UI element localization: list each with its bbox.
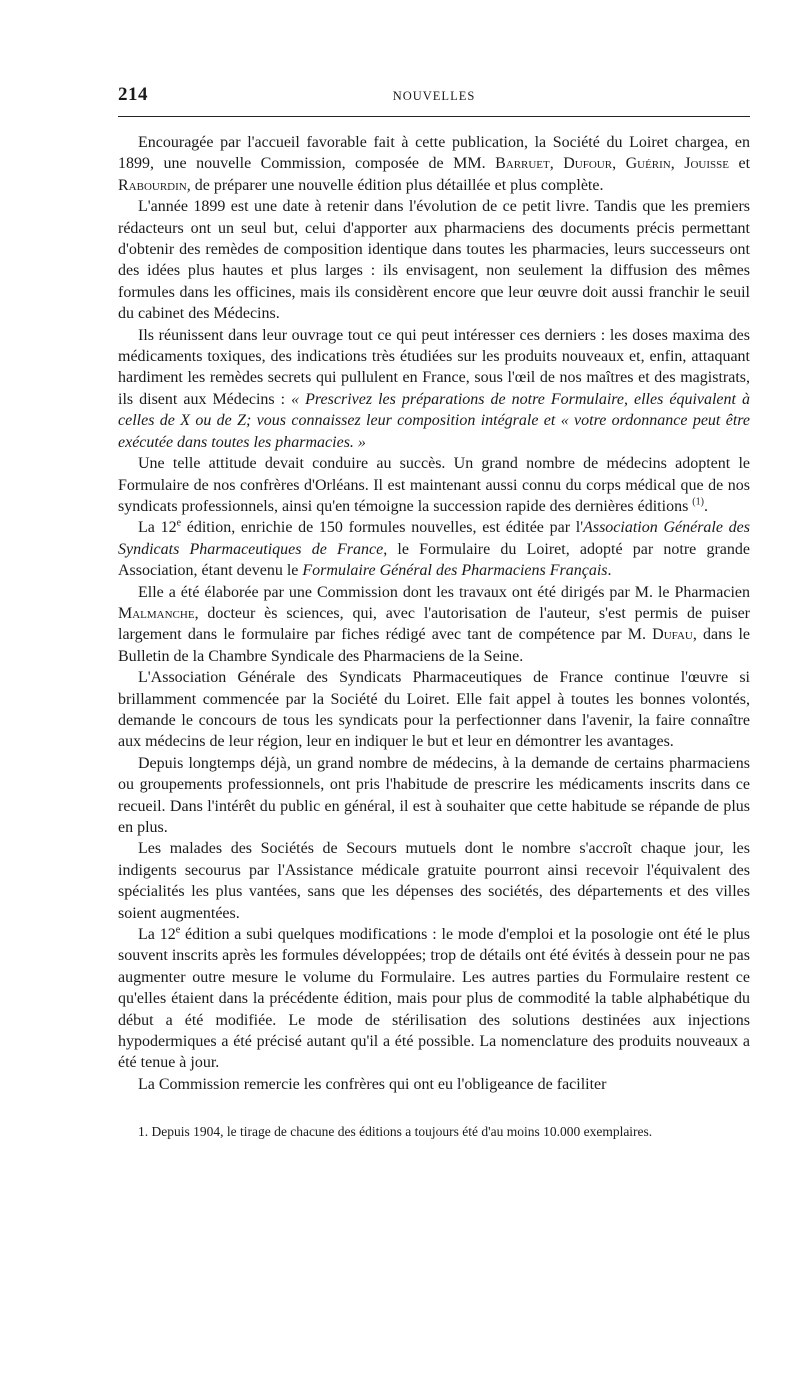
author-name: Barruet <box>495 155 550 173</box>
header-rule <box>118 116 750 117</box>
paragraph-4: Une telle attitude devait conduire au succès. Un grand nombre de médecins adoptent le Formulaire de nos confrères d'Orléans. Il est maintenant aussi connu du corps médical que de nos syndicats professionnels, ainsi qu'en témoigne la succession rapide des dernières éditions $^{(1)}$. <box>118 455 750 515</box>
paragraph-2: L'année 1899 est une date à retenir dans l'évolution de ce petit livre. Tandis que les premiers rédacteurs ont un seul but, celui d'apporter aux pharmaciens des documents précis permettant d'obtenir des remèdes de composition identique dans toutes les pharmacies, leurs successeurs ont des idées plus hautes et plus larges : ils envisagent, non seulement la diffusion des mêmes formules dans les officines, mais ils considèrent encore que leur œuvre doit aussi franchir le seuil du cabinet des Médecins. <box>118 198 750 323</box>
page-number: 214 <box>118 84 148 105</box>
quote: « Prescrivez les préparations de notre Formulaire, elles équivalent à celles de X ou de Z; vous connaissez leur composition intégrale et « votre ordonnance peut être exécutée dans toutes les pharmacies. » <box>118 390 750 451</box>
footnotes <box>118 1123 750 1141</box>
paragraph-5: La 12e édition, enrichie de 150 formules nouvelles, est éditée par l'Association Générale des Syndicats Pharmaceutiques de France, le Formulaire du Loiret, adopté par notre grande Association, étant devenu le Formulaire Général des Pharmaciens Français. <box>118 517 751 580</box>
author-name: Rabourdin <box>118 176 187 194</box>
paragraph-8: Depuis longtemps déjà, un grand nombre de médecins, à la demande de certains pharmaciens ou groupements professionnels, ont pris l'habitude de prescrire les médicaments inscrits dans ce recueil. Dans l'intérêt du public en général, il est à souhaiter que cette habitude se répande de plus en plus. <box>118 754 750 836</box>
body-text <box>118 132 750 1095</box>
author-name: Guérin <box>625 155 671 173</box>
paragraph-3: Ils réunissent dans leur ouvrage tout ce qui peut intéresser ces derniers : les doses maxima des médicaments toxiques, des indications très étudiées sur les produits nouveaux et, enfin, attaquant hardiment les remèdes secrets qui pullulent en France, sous l'œil de nos maîtres et des magistrats, ils disent aux Médecins : « Prescrivez les préparations de notre Formulaire, elles équivalent à celles de X ou de Z; vous connaissez leur composition intégrale et « votre ordonnance peut être exécutée dans toutes les pharmacies. » <box>118 326 750 451</box>
paragraph-9: Les malades des Sociétés de Secours mutuels dont le nombre s'accroît chaque jour, les indigents secourus par l'Assistance médicale gratuite pourront ainsi recevoir l'équivalent des spécialités les plus vantées, sans que les dépenses des sociétés, des départements et des villes soient augmentées. <box>118 840 750 922</box>
author-name: Dufau <box>652 626 693 644</box>
page-header <box>118 84 750 110</box>
footnote-1: 1. Depuis 1904, le tirage de chacune des éditions a toujours été d'au moins 10.000 exemplaires. <box>138 1124 653 1140</box>
paragraph-11: La Commission remercie les confrères qui ont eu l'obligeance de faciliter <box>138 1075 607 1093</box>
paragraph-7: L'Association Générale des Syndicats Pharmaceutiques de France continue l'œuvre si brillamment commencée par la Société du Loiret. Elle fait appel à toutes les bonnes volontés, demande le concours de tous les syndicats pour la perfectionner dans l'avenir, la faire connaître aux médecins de leur région, leur en indiquer le but et leur en démontrer les avantages. <box>118 669 750 751</box>
author-name: Jouisse <box>684 155 729 173</box>
author-name: Dufour <box>563 155 613 173</box>
paragraph-6: Elle a été élaborée par une Commission dont les travaux ont été dirigés par M. le Pharmacien Malmanche, docteur ès sciences, qui, avec l'autorisation de l'auteur, s'est permis de puiser largement dans le formulaire par fiches rédigé avec tant de compétence par M. Dufau, dans le Bulletin de la Chambre Syndicale des Pharmaciens de la Seine. <box>118 583 751 665</box>
document-page <box>118 84 750 1141</box>
paragraph-1: Encouragée par l'accueil favorable fait à cette publication, la Société du Loiret chargea, en 1899, une nouvelle Commission, composée de MM. Barruet, Dufour, Guérin, Jouisse et Rabourdin, de préparer une nouvelle édition plus détaillée et plus complète. <box>118 134 751 194</box>
running-title: NOUVELLES <box>392 89 476 103</box>
author-name: Malmanche <box>118 604 195 622</box>
footnote-ref: (1) <box>692 496 704 508</box>
paragraph-10: La 12e édition a subi quelques modifications : le mode d'emploi et la posologie ont été le plus souvent inscrits après les formules développées; trop de détails ont été évités à dessein pour ne pas augmenter outre mesure le volume du Formulaire. Les autres parties du Formulaire restent ce qu'elles étaient dans la précédente édition, mais pour plus de commodité la table alphabétique du début a été modifiée. Le mode de stérilisation des solutions destinées aux injections hypodermiques a été précisé autant qu'il a été possible. La nomenclature des produits nouveaux a été tenue à jour. <box>118 924 751 1072</box>
